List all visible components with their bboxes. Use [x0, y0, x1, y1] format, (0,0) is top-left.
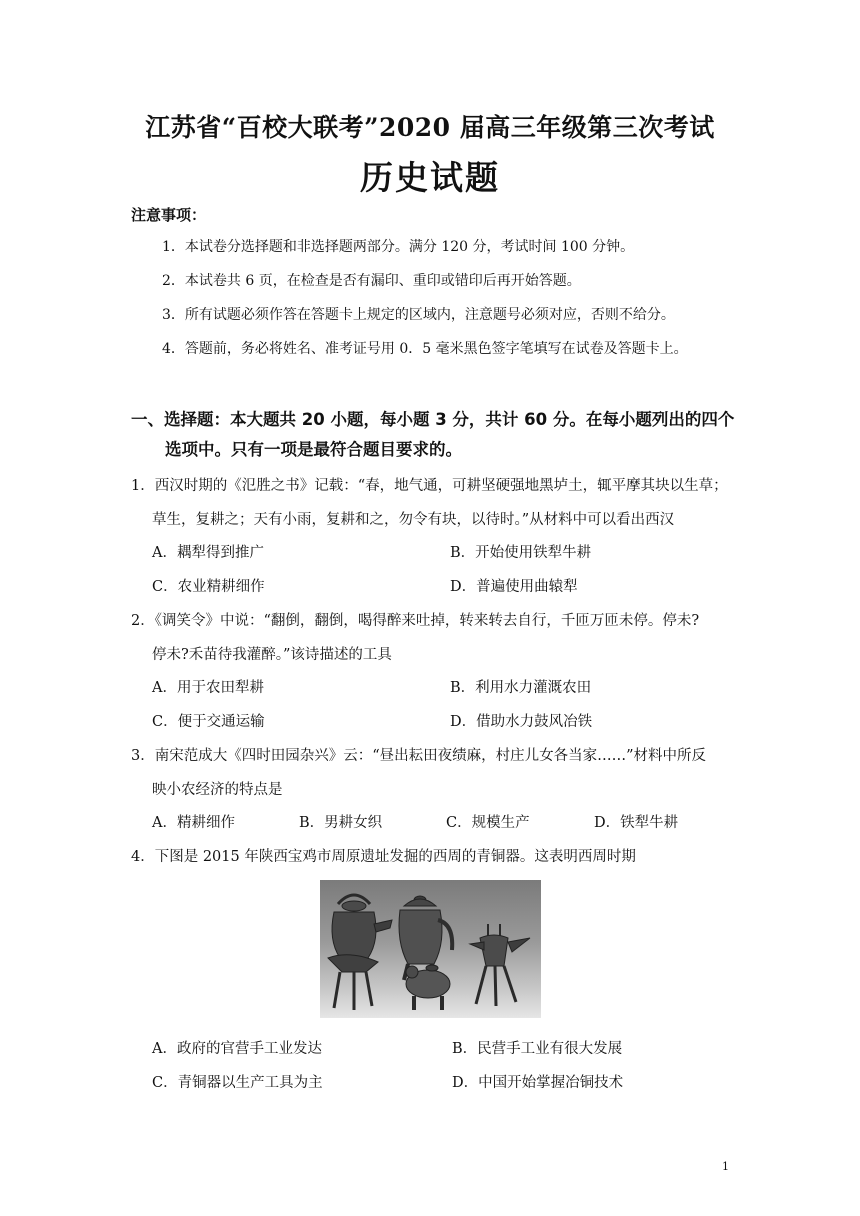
- question-1-option-b[interactable]: B．开始使用铁犁牛耕: [450, 545, 592, 561]
- question-1-option-c[interactable]: C．农业精耕细作: [152, 579, 265, 595]
- question-1-text-cont: 草生，复耕之；天有小雨，复耕和之，勿令有块，以待时。”从材料中可以看出西汉: [152, 512, 675, 528]
- question-3-text: 3．南宋范成大《四时田园杂兴》云：“昼出耘田夜绩麻，村庄儿女各当家……”材料中所反: [131, 748, 707, 764]
- question-3-option-d[interactable]: D．铁犁牛耕: [594, 815, 679, 831]
- question-3-text-cont: 映小农经济的特点是: [152, 782, 283, 798]
- question-2-option-a[interactable]: A．用于农田犁耕: [152, 680, 264, 696]
- question-4-option-d[interactable]: D．中国开始掌握冶铜技术: [452, 1075, 624, 1091]
- question-1-option-a[interactable]: A．耦犁得到推广: [152, 545, 264, 561]
- notice-item: 3．所有试题必须作答在答题卡上规定的区域内，注意题号必须对应，否则不给分。: [162, 307, 675, 323]
- exam-subtitle: 历史试题: [360, 158, 500, 197]
- bronze-vessels-photo: [320, 880, 541, 1018]
- notice-item: 2．本试卷共 6 页，在检查是否有漏印、重印或错印后再开始答题。: [162, 273, 581, 289]
- question-2-option-b[interactable]: B．利用水力灌溉农田: [450, 680, 592, 696]
- exam-title: 江苏省“百校大联考”2020 届高三年级第三次考试: [145, 113, 715, 142]
- section-heading-line1: 一、选择题：本大题共 20 小题，每小题 3 分，共计 60 分。在每小题列出的四个: [131, 410, 735, 429]
- notice-item: 1．本试卷分选择题和非选择题两部分。满分 120 分，考试时间 100 分钟。: [162, 239, 635, 255]
- question-2-option-d[interactable]: D．借助水力鼓风冶铁: [450, 714, 593, 730]
- question-2-text-cont: 停未?禾苗待我灌醉。”该诗描述的工具: [152, 647, 392, 663]
- question-3-option-c[interactable]: C．规模生产: [446, 815, 530, 831]
- notice-heading: 注意事项：: [131, 206, 207, 224]
- question-4-text: 4．下图是 2015 年陕西宝鸡市周原遗址发掘的西周的青铜器。这表明西周时期: [131, 849, 636, 865]
- question-4-option-c[interactable]: C．青铜器以生产工具为主: [152, 1075, 323, 1091]
- notice-item: 4．答题前，务必将姓名、准考证号用 0．5 毫米黑色签字笔填写在试卷及答题卡上。: [162, 341, 688, 357]
- question-4-option-b[interactable]: B．民营手工业有很大发展: [452, 1041, 623, 1057]
- question-2-option-c[interactable]: C．便于交通运输: [152, 714, 265, 730]
- question-4-option-a[interactable]: A．政府的官营手工业发达: [152, 1041, 322, 1057]
- question-1-text: 1．西汉时期的《氾胜之书》记载：“春，地气通，可耕坚硬强地黑垆土，辄平摩其块以生草；: [131, 478, 728, 494]
- question-1-option-d[interactable]: D．普遍使用曲辕犁: [450, 579, 578, 595]
- page-number: 1: [722, 1160, 729, 1173]
- question-3-option-a[interactable]: A．精耕细作: [152, 815, 235, 831]
- section-heading-line2: 选项中。只有一项是最符合题目要求的。: [165, 440, 462, 459]
- question-3-option-b[interactable]: B．男耕女织: [299, 815, 383, 831]
- question-2-text: 2．《调笑令》中说：“翻倒，翻倒，喝得醉来吐掉，转来转去自行，千匝万匝未停。停未?: [131, 613, 700, 629]
